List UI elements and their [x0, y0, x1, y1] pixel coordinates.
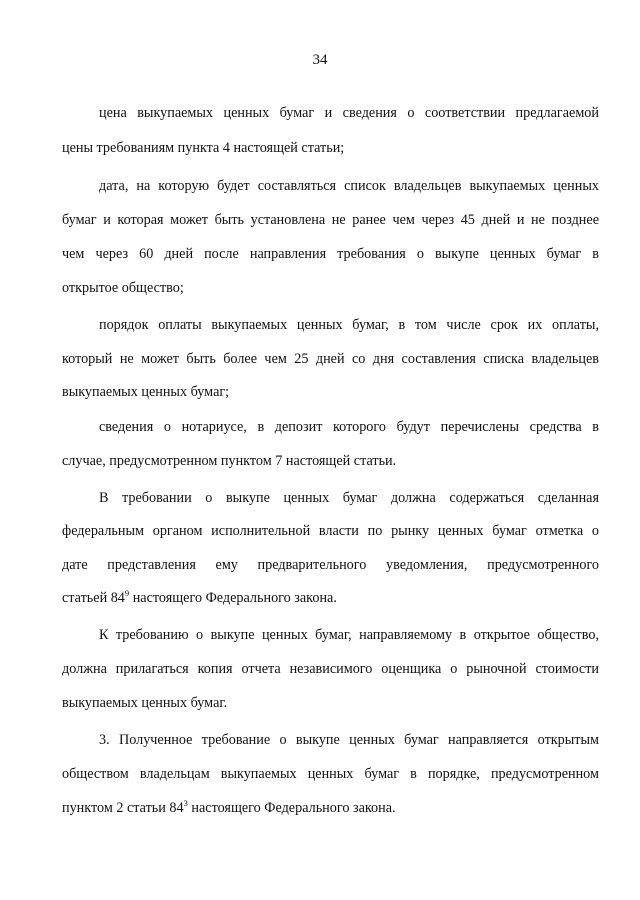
text-line: бумаг и которая может быть установлена не ранее чем через 45 дней и не позднее	[62, 212, 599, 228]
text-line: чем через 60 дней после направления требования о выкупе ценных бумаг в	[62, 246, 599, 262]
text-line: должна прилагаться копия отчета независимого оценщика о рыночной стоимости	[62, 661, 599, 677]
text-line: случае, предусмотренном пунктом 7 настоящей статьи.	[62, 453, 397, 469]
text-line: дата, на которую будет составляться список владельцев выкупаемых ценных	[99, 178, 599, 194]
text-line: выкупаемых ценных бумаг.	[62, 695, 228, 711]
superscript: 9	[124, 588, 130, 598]
text-line: порядок оплаты выкупаемых ценных бумаг, в том числе срок их оплаты,	[99, 317, 599, 333]
superscript: 3	[183, 798, 188, 808]
text-line: который не может быть более чем 25 дней со дня составления списка владельцев	[62, 351, 599, 367]
text-line: В требовании о выкупе ценных бумаг должна содержаться сделанная	[99, 490, 599, 506]
text-line: выкупаемых ценных бумаг;	[62, 384, 230, 400]
text-segment: статьей 84	[62, 590, 125, 606]
text-line: федеральным органом исполнительной власти по рынку ценных бумаг отметка о	[62, 523, 599, 539]
text-line: 3. Полученное требование о выкупе ценных бумаг направляется открытым	[99, 732, 599, 748]
text-line: дате представления ему предварительного уведомления, предусмотренного	[62, 557, 599, 573]
text-segment: настоящего Федерального закона.	[187, 800, 396, 816]
text-segment: настоящего Федерального закона.	[129, 590, 337, 606]
text-line: сведения о нотариусе, в депозит которого будут перечислены средства в	[99, 419, 599, 435]
text-segment: пунктом 2 статьи 84	[62, 800, 184, 816]
text-line: цена выкупаемых ценных бумаг и сведения о соответствии предлагаемой	[99, 105, 599, 121]
text-line	[62, 589, 599, 607]
text-line: обществом владельцам выкупаемых ценных бумаг в порядке, предусмотренном	[62, 766, 599, 782]
text-line	[62, 799, 599, 817]
page-number: 34	[312, 52, 328, 68]
text-line: К требованию о выкупе ценных бумаг, направляемому в открытое общество,	[99, 627, 599, 643]
text-line: цены требованиям пункта 4 настоящей статьи;	[62, 140, 345, 156]
text-line: открытое общество;	[62, 280, 184, 296]
